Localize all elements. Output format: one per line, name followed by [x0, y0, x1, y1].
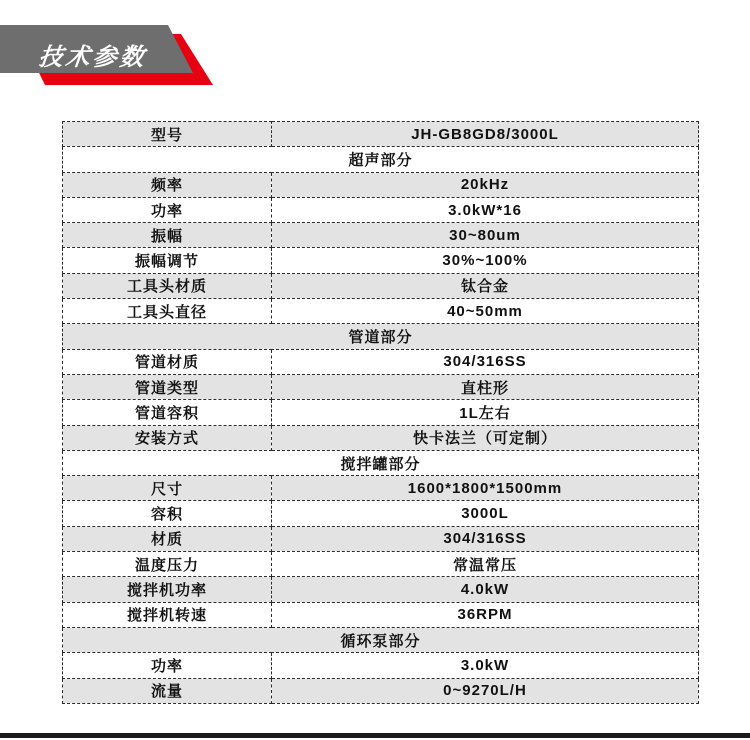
spec-row: [63, 374, 699, 399]
spec-row: [63, 501, 699, 526]
spec-value: 20kHz: [272, 172, 699, 197]
technical-params-banner: [0, 0, 280, 95]
section-row: [63, 324, 699, 349]
spec-value: 4.0kW: [272, 577, 699, 602]
spec-row: [63, 197, 699, 222]
spec-value: 0~9270L/H: [272, 678, 699, 703]
spec-table-body: [63, 122, 699, 704]
section-row: [63, 450, 699, 475]
spec-label: 振幅: [63, 223, 272, 248]
spec-row: [63, 223, 699, 248]
spec-table: [62, 121, 699, 704]
spec-row: [63, 349, 699, 374]
spec-label: 安装方式: [63, 425, 272, 450]
spec-label: 频率: [63, 172, 272, 197]
spec-row: [63, 678, 699, 703]
spec-value: JH-GB8GD8/3000L: [272, 122, 699, 147]
spec-label: 工具头材质: [63, 273, 272, 298]
spec-value: 直柱形: [272, 374, 699, 399]
spec-value: 常温常压: [272, 552, 699, 577]
spec-value: 30%~100%: [272, 248, 699, 273]
section-title: 管道部分: [63, 324, 699, 349]
spec-value: 36RPM: [272, 602, 699, 627]
spec-label: 功率: [63, 197, 272, 222]
spec-label: 尺寸: [63, 476, 272, 501]
spec-value: 3.0kW*16: [272, 197, 699, 222]
spec-value: 30~80um: [272, 223, 699, 248]
section-title: 搅拌罐部分: [63, 450, 699, 475]
spec-value: 3.0kW: [272, 653, 699, 678]
spec-value: 304/316SS: [272, 349, 699, 374]
spec-label: 搅拌机功率: [63, 577, 272, 602]
spec-row: [63, 476, 699, 501]
section-row: [63, 147, 699, 172]
spec-value: 钛合金: [272, 273, 699, 298]
spec-value: 3000L: [272, 501, 699, 526]
spec-label: 搅拌机转速: [63, 602, 272, 627]
spec-label: 管道材质: [63, 349, 272, 374]
spec-value: 304/316SS: [272, 526, 699, 551]
spec-row: [63, 653, 699, 678]
spec-row: [63, 273, 699, 298]
spec-label: 功率: [63, 653, 272, 678]
spec-label: 容积: [63, 501, 272, 526]
spec-row: [63, 299, 699, 324]
spec-label: 温度压力: [63, 552, 272, 577]
spec-value: 1600*1800*1500mm: [272, 476, 699, 501]
spec-row: [63, 248, 699, 273]
spec-row: [63, 122, 699, 147]
spec-row: [63, 172, 699, 197]
spec-value: 快卡法兰（可定制）: [272, 425, 699, 450]
spec-label: 振幅调节: [63, 248, 272, 273]
spec-label: 流量: [63, 678, 272, 703]
spec-row: [63, 526, 699, 551]
spec-value: 1L左右: [272, 400, 699, 425]
spec-row: [63, 577, 699, 602]
spec-value: 40~50mm: [272, 299, 699, 324]
spec-row: [63, 602, 699, 627]
spec-label: 管道容积: [63, 400, 272, 425]
spec-row: [63, 400, 699, 425]
spec-label: 工具头直径: [63, 299, 272, 324]
spec-label: 材质: [63, 526, 272, 551]
section-title: 超声部分: [63, 147, 699, 172]
spec-label: 型号: [63, 122, 272, 147]
section-title: 循环泵部分: [63, 627, 699, 652]
spec-label: 管道类型: [63, 374, 272, 399]
bottom-divider-bar: [0, 733, 750, 738]
spec-row: [63, 425, 699, 450]
section-row: [63, 627, 699, 652]
banner-title: 技术参数: [37, 44, 149, 71]
spec-row: [63, 552, 699, 577]
